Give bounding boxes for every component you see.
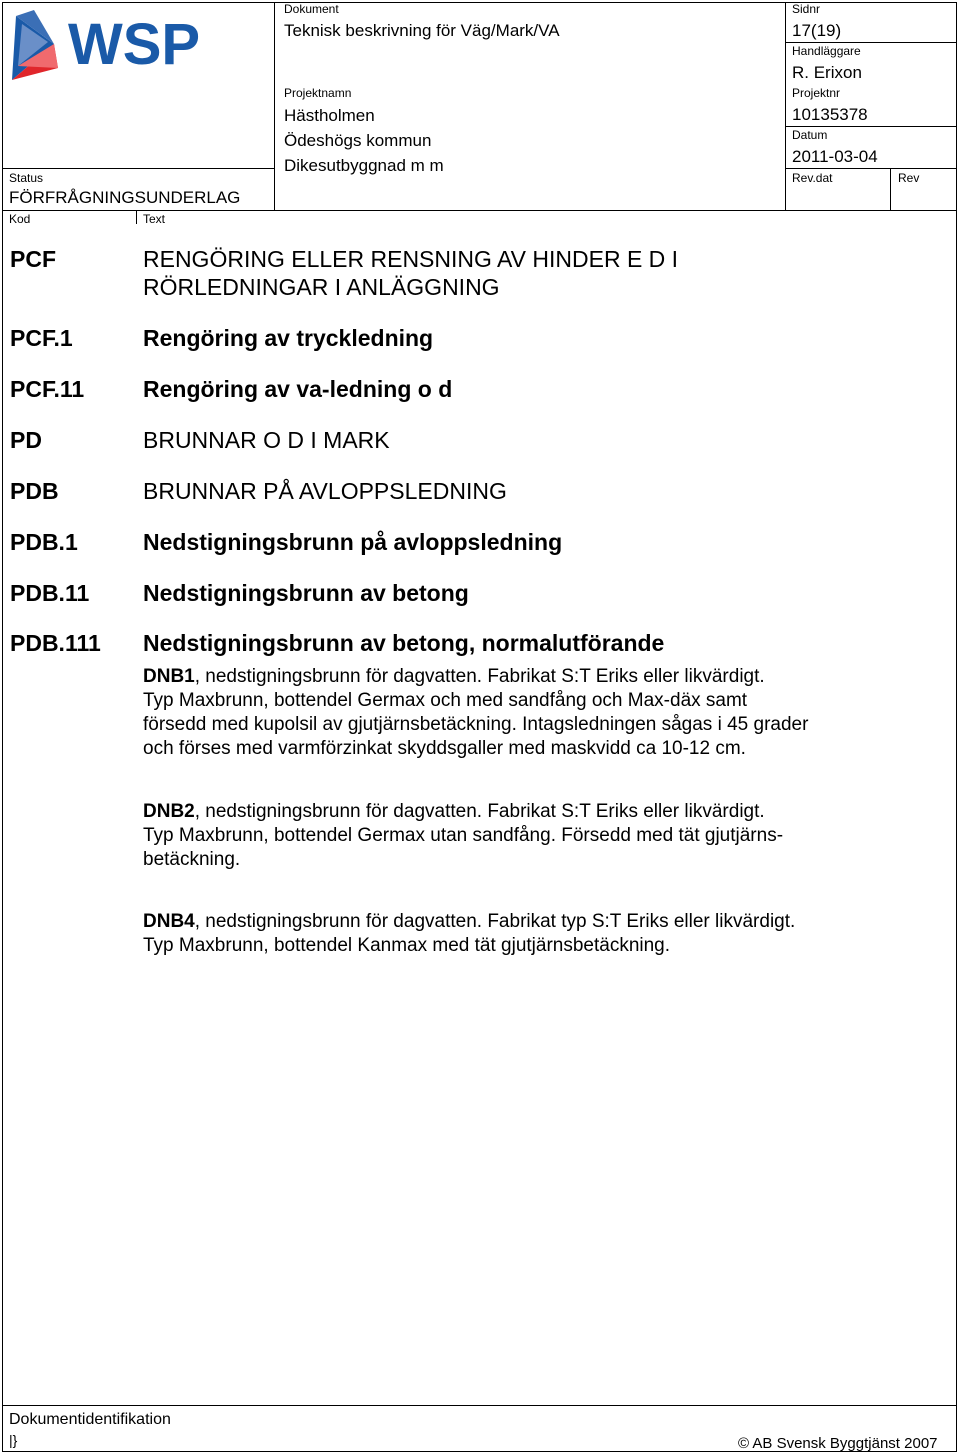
dokument-label: Dokument (284, 2, 339, 16)
copyright-text: © AB Svensk Byggtjänst 2007 (738, 1435, 938, 1452)
paragraph-line: Typ Maxbrunn, bottendel Germax och med sandfång och Max-däx samt (143, 690, 748, 711)
dokument-value: Teknisk beskrivning för Väg/Mark/VA (284, 21, 560, 40)
paragraph-first-line (143, 665, 765, 689)
section-title: RÖRLEDNINGAR I ANLÄGGNING (143, 274, 500, 300)
paragraph-line: Typ Maxbrunn, bottendel Kanmax med tät gjutjärnsbetäckning. (143, 935, 671, 956)
header-divider (274, 2, 275, 210)
section-title: BRUNNAR PÅ AVLOPPSLEDNING (143, 478, 507, 504)
wsp-logo (8, 6, 238, 86)
header-divider (890, 168, 891, 210)
header-divider (785, 2, 786, 210)
section-title: Nedstigningsbrunn av betong (143, 580, 469, 606)
header-bottom-rule (2, 210, 957, 211)
section-title: Rengöring av va-ledning o d (143, 376, 453, 402)
projektnamn-line: Hästholmen (284, 106, 375, 125)
projektnr-label: Projektnr (792, 86, 841, 100)
section-title: Rengöring av tryckledning (143, 325, 434, 351)
paragraph-text: , nedstigningsbrunn för dagvatten. Fabrikat typ S:T Eriks eller likvärdigt. (194, 911, 796, 932)
doc-id-value: |} (9, 1432, 18, 1448)
sidnr-label: Sidnr (792, 2, 821, 16)
header-rule (2, 168, 274, 169)
paragraph-line: betäckning. (143, 849, 241, 870)
section-code: PDB.11 (10, 580, 90, 606)
section-title: Nedstigningsbrunn av betong, normalutförande (143, 630, 665, 656)
projektnamn-label: Projektnamn (284, 86, 352, 100)
status-label: Status (9, 171, 44, 185)
revdat-label: Rev.dat (792, 171, 833, 185)
section-code: PCF.11 (10, 376, 85, 402)
section-title: RENGÖRING ELLER RENSNING AV HINDER E D I (143, 246, 679, 272)
status-value: FÖRFRÅGNINGSUNDERLAG (9, 188, 241, 207)
wsp-logo-icon (8, 6, 238, 86)
header-rule (786, 168, 957, 169)
paragraph-line: och förses med varmförzinkat skyddsgaller med maskvidd ca 10-12 cm. (143, 738, 746, 759)
paragraph-line: försedd med kupolsil av gjutjärnsbetäckning. Intagsledningen sågas i 45 grader (143, 714, 809, 735)
projektnamn-line: Ödeshögs kommun (284, 131, 432, 150)
kod-label: Kod (9, 212, 31, 226)
paragraph-line: Typ Maxbrunn, bottendel Germax utan sandfång. Försedd med tät gjutjärns- (143, 825, 784, 846)
sidnr-value: 17(19) (792, 21, 842, 40)
header-rule (786, 126, 957, 127)
datum-label: Datum (792, 128, 828, 142)
paragraph-code: DNB4 (143, 911, 195, 932)
rev-label: Rev (898, 171, 920, 185)
handlaggare-label: Handläggare (792, 44, 861, 58)
paragraph-code: DNB1 (143, 666, 195, 687)
section-code: PD (10, 427, 42, 453)
section-code: PDB.1 (10, 529, 78, 555)
svg-text:WSP: WSP (68, 12, 201, 77)
paragraph-text: , nedstigningsbrunn för dagvatten. Fabrikat S:T Eriks eller likvärdigt. (194, 801, 765, 822)
footer-rule (2, 1405, 957, 1406)
doc-id-label: Dokumentidentifikation (9, 1411, 171, 1428)
kod-text-divider (136, 210, 137, 224)
paragraph-code: DNB2 (143, 801, 195, 822)
paragraph-text: , nedstigningsbrunn för dagvatten. Fabrikat S:T Eriks eller likvärdigt. (194, 666, 765, 687)
projektnamn-line: Dikesutbyggnad m m (284, 156, 444, 175)
datum-value: 2011-03-04 (792, 147, 878, 166)
section-code: PDB.111 (10, 630, 101, 656)
section-code: PCF (10, 246, 56, 272)
section-title: Nedstigningsbrunn på avloppsledning (143, 529, 563, 555)
handlaggare-value: R. Erixon (792, 63, 862, 82)
paragraph-first-line (143, 910, 795, 934)
section-code: PDB (10, 478, 59, 504)
text-label: Text (143, 212, 166, 226)
section-code: PCF.1 (10, 325, 73, 351)
paragraph-first-line (143, 800, 765, 824)
projektnr-value: 10135378 (792, 105, 868, 124)
header-rule (786, 42, 957, 43)
section-title: BRUNNAR O D I MARK (143, 427, 390, 453)
